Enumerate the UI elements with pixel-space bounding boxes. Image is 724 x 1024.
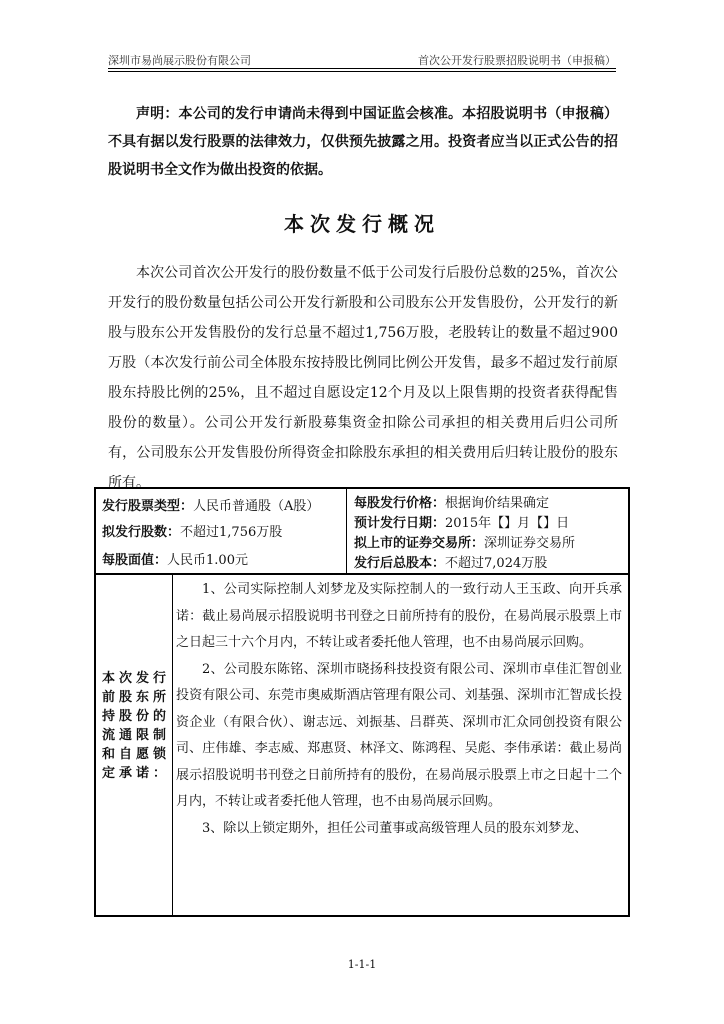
date-row [354, 512, 569, 531]
par-row [102, 549, 248, 568]
par-value: 人民币1.00元 [167, 553, 248, 568]
header-company: 深圳市易尚展示股份有限公司 [108, 54, 251, 67]
header-doc-title: 首次公开发行股票招股说明书（申报稿） [418, 54, 616, 67]
offering-summary-table [94, 487, 630, 917]
lockup-section [96, 573, 628, 915]
shares-label: 拟发行股数： [102, 525, 181, 540]
stock-type-value: 人民币普通股（A股） [193, 499, 320, 514]
exchange-row [354, 532, 575, 551]
summary-right-column [346, 489, 628, 573]
page-header [108, 50, 616, 69]
lockup-label: 本次发行前股东所持股份的流通限制和自愿锁定承诺： [102, 671, 166, 781]
date-label: 预计发行日期： [354, 516, 446, 531]
declaration: 声明：本公司的发行申请尚未得到中国证监会核准。本招股说明书（申报稿）不具有据以发行股票的法律效力，仅供预先披露之用。投资者应当以正式公告的招股说明书全文作为做出投资的依据。 [108, 106, 618, 178]
stock-type-label: 发行股票类型： [102, 499, 194, 514]
intro-paragraph: 本次公司首次公开发行的股份数量不低于公司发行后股份总数的25%，首次公开发行的股份数量包括公司公开发行新股和公司股东公开发售股份，公开发行的新股与股东公开发售股份的发行总量不超过1,756万股，老股转让的数量不超过900万股（本次发行前公司全体股东按持股比例同比例公开发售，最多不超过发行前原股东持股比例的25%，且不超过自愿设定12个月及以上限售期的投资者获得配售股份的数量）。公司公开发行新股募集资金扣除公司承担的相关费用后归公司所有，公司股东公开发售股份所得资金扣除股东承担的相关费用后归转让股份的股东所有。 [108, 265, 618, 491]
lockup-item: 3、除以上锁定期外，担任公司董事或高级管理人员的股东刘梦龙、 [202, 820, 588, 836]
lockup-commitments [176, 573, 622, 842]
exchange-value: 深圳证券交易所 [484, 536, 576, 551]
section-title: 本次发行概况 [284, 212, 440, 236]
exchange-label: 拟上市的证券交易所： [354, 536, 485, 551]
total-shares-label: 发行后总股本： [354, 556, 446, 571]
lockup-label-cell [96, 573, 173, 915]
price-label: 每股发行价格： [354, 496, 446, 511]
price-value: 根据询价结果确定 [445, 496, 550, 511]
lockup-item: 2、公司股东陈铭、深圳市晓扬科技投资有限公司、深圳市卓佳汇智创业投资有限公司、东莞市奥威斯酒店管理有限公司、刘基强、深圳市汇智成长投资企业（有限合伙）、谢志远、刘振基、吕群英、深圳市汇众同创投资有限公司、庄伟雄、李志威、郑惠贤、林泽文、陈鸿程、吴彪、李伟承诺：截止易尚展示招股说明书刊登之日前所持有的股份，在易尚展示股票上市之日起十二个月内，不转让或者委托他人管理，也不由易尚展示回购。 [176, 661, 622, 809]
shares-row [102, 521, 282, 540]
shares-value: 不超过1,756万股 [180, 525, 283, 540]
par-label: 每股面值： [102, 553, 168, 568]
summary-block [96, 489, 628, 575]
page-number: 1-1-1 [347, 958, 377, 971]
summary-left-column [96, 489, 347, 573]
date-value: 2015年【】月【】日 [445, 516, 570, 531]
total-shares-row [354, 552, 547, 571]
total-shares-value: 不超过7,024万股 [445, 556, 548, 571]
lockup-item: 1、公司实际控制人刘梦龙及实际控制人的一致行动人王玉政、向开兵承诺：截止易尚展示招股说明书刊登之日前所持有的股份，在易尚展示股票上市之日起三十六个月内，不转让或者委托他人管理，也不由易尚展示回购。 [176, 582, 622, 650]
price-row [354, 492, 549, 511]
stock-type-row [102, 495, 319, 514]
